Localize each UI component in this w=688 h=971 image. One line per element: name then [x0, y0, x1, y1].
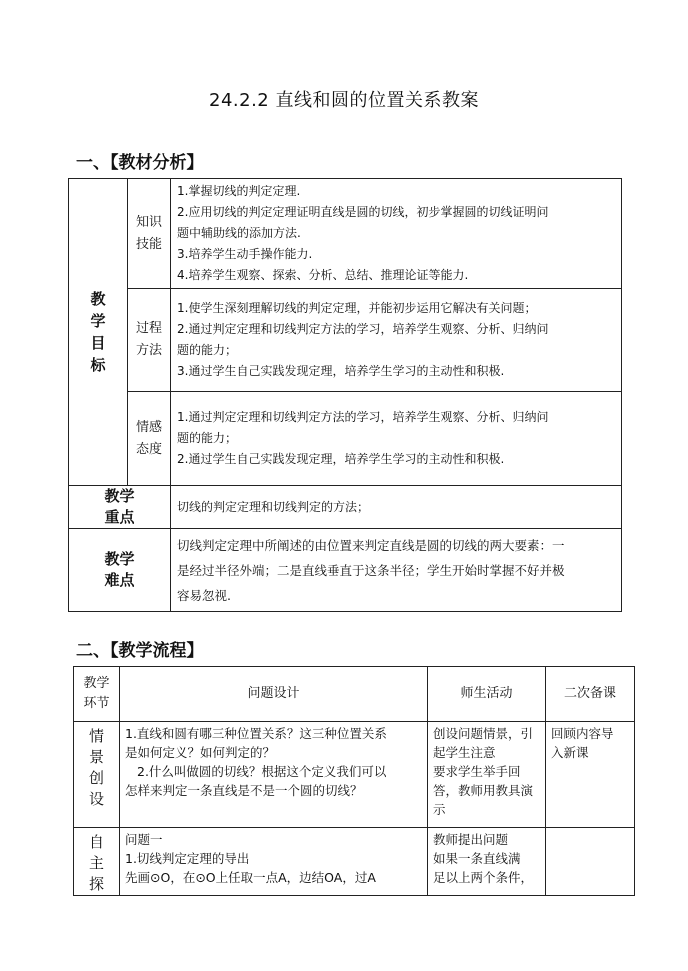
- label-line: 方法: [135, 343, 162, 358]
- header-question-design: 问题设计: [120, 667, 428, 722]
- cell-line: 足以上两个条件，: [433, 870, 534, 885]
- stage-char: 创: [88, 769, 104, 787]
- content-line: 题的能力；: [177, 343, 238, 357]
- label-line: 态度: [135, 441, 162, 457]
- goal-char: 目: [90, 334, 106, 352]
- content-line: 3.培养学生动手操作能力.: [177, 247, 313, 261]
- process-method-label: [128, 289, 171, 392]
- backup-cell: [546, 828, 635, 896]
- stage-char: 情: [88, 727, 104, 745]
- table-row: [74, 828, 635, 896]
- process-method-content: [171, 289, 622, 392]
- cell-line: 教师提出问题: [433, 832, 509, 847]
- content-line: 1.掌握切线的判定定理.: [177, 184, 301, 198]
- key-point-content: [171, 486, 622, 529]
- header-stage: [74, 667, 120, 722]
- stage-char: 设: [88, 790, 104, 808]
- cell-line: 2.什么叫做圆的切线？根据这个定义我们可以: [137, 764, 387, 779]
- content-line: 切线判定定理中所阐述的由位置来判定直线是圆的切线的两大要素：一: [177, 537, 565, 553]
- knowledge-skills-content: [171, 179, 622, 289]
- content-line: 4.培养学生观察、探索、分析、总结、推理论证等能力.: [177, 268, 469, 282]
- stage-char: 景: [88, 748, 104, 766]
- stage-char: 主: [88, 854, 104, 872]
- content-line: 3.通过学生自己实践发现定理，培养学生学习的主动性和积极.: [177, 364, 505, 378]
- label-line: 情感: [135, 419, 162, 435]
- design-cell: [120, 828, 428, 896]
- cell-line: 问题一: [125, 832, 163, 847]
- cell-line: 创设问题情景，引: [433, 726, 534, 741]
- goal-char: 教: [90, 290, 106, 308]
- cell-line: 怎样来判定一条直线是不是一个圆的切线？: [125, 783, 363, 798]
- section-heading-flow: 二、【教学流程】: [76, 641, 204, 661]
- cell-line: 要求学生举手回: [433, 764, 521, 779]
- document-title: 24.2.2 直线和圆的位置关系教案: [209, 90, 479, 111]
- label-line: 技能: [135, 236, 162, 252]
- difficulty-content: [171, 529, 622, 612]
- cell-line: 先画⊙O，在⊙O上任取一点A，边结OA，过A: [125, 870, 376, 885]
- design-cell: [120, 722, 428, 828]
- goal-char: 学: [90, 312, 106, 330]
- header-activity: 师生活动: [428, 667, 546, 722]
- goal-char: 标: [90, 356, 106, 374]
- analysis-table: [68, 178, 622, 612]
- table-row: [74, 722, 635, 828]
- cell-line: 入新课: [551, 745, 589, 760]
- content-line: 2.应用切线的判定定理证明直线是圆的切线，初步掌握圆的切线证明问: [177, 205, 549, 219]
- header-line: 环节: [83, 696, 110, 711]
- content-line: 2.通过学生自己实践发现定理，培养学生学习的主动性和积极.: [177, 452, 505, 466]
- label-line: 知识: [135, 214, 162, 230]
- section-heading-analysis: 一、【教材分析】: [76, 153, 204, 173]
- label-line: 难点: [104, 571, 135, 589]
- label-line: 过程: [135, 321, 162, 336]
- content-line: 容易忽视.: [177, 587, 231, 603]
- content-line: 1.使学生深刻理解切线的判定定理，并能初步运用它解决有关问题；: [177, 301, 537, 315]
- cell-line: 起学生注意: [433, 745, 496, 760]
- knowledge-skills-label: [128, 179, 171, 289]
- cell-line: 1.直线和圆有哪三种位置关系？这三种位置关系: [125, 726, 387, 741]
- difficulty-label: [69, 529, 171, 612]
- stage-char: 自: [88, 833, 104, 851]
- content-line: 是经过半径外端；二是直线垂直于这条半径；学生开始时掌握不好并极: [177, 562, 565, 578]
- content-line: 题中辅助线的添加方法.: [177, 226, 301, 240]
- backup-cell: [546, 722, 635, 828]
- label-line: 教学: [104, 550, 135, 568]
- content-line: 1.通过判定定理和切线判定方法的学习，培养学生观察、分析、归纳问: [177, 410, 549, 424]
- activity-cell: [428, 828, 546, 896]
- cell-line: 答，教师用教具演: [433, 783, 534, 798]
- cell-line: 如果一条直线满: [433, 851, 521, 866]
- emotion-attitude-content: [171, 392, 622, 486]
- cell-line: 是如何定义？如何判定的？: [125, 745, 276, 760]
- content-line: 切线的判定定理和切线判定的方法；: [177, 499, 370, 514]
- activity-cell: [428, 722, 546, 828]
- key-point-label: [69, 486, 171, 529]
- header-backup: 二次备课: [546, 667, 635, 722]
- content-line: 2.通过判定定理和切线判定方法的学习，培养学生观察、分析、归纳问: [177, 322, 549, 336]
- flow-table: [73, 666, 635, 896]
- label-line: 教学: [104, 487, 135, 505]
- stage-char: 探: [88, 875, 104, 893]
- stage-scenario-label: [74, 722, 120, 828]
- cell-line: 回顾内容导: [551, 726, 614, 741]
- emotion-attitude-label: [128, 392, 171, 486]
- label-line: 重点: [104, 508, 135, 526]
- cell-line: 示: [433, 802, 446, 817]
- content-line: 题的能力；: [177, 431, 238, 445]
- cell-line: 1.切线判定定理的导出: [125, 851, 250, 866]
- teaching-goal-label: [69, 179, 128, 486]
- header-line: 教学: [83, 676, 110, 691]
- stage-explore-label: [74, 828, 120, 896]
